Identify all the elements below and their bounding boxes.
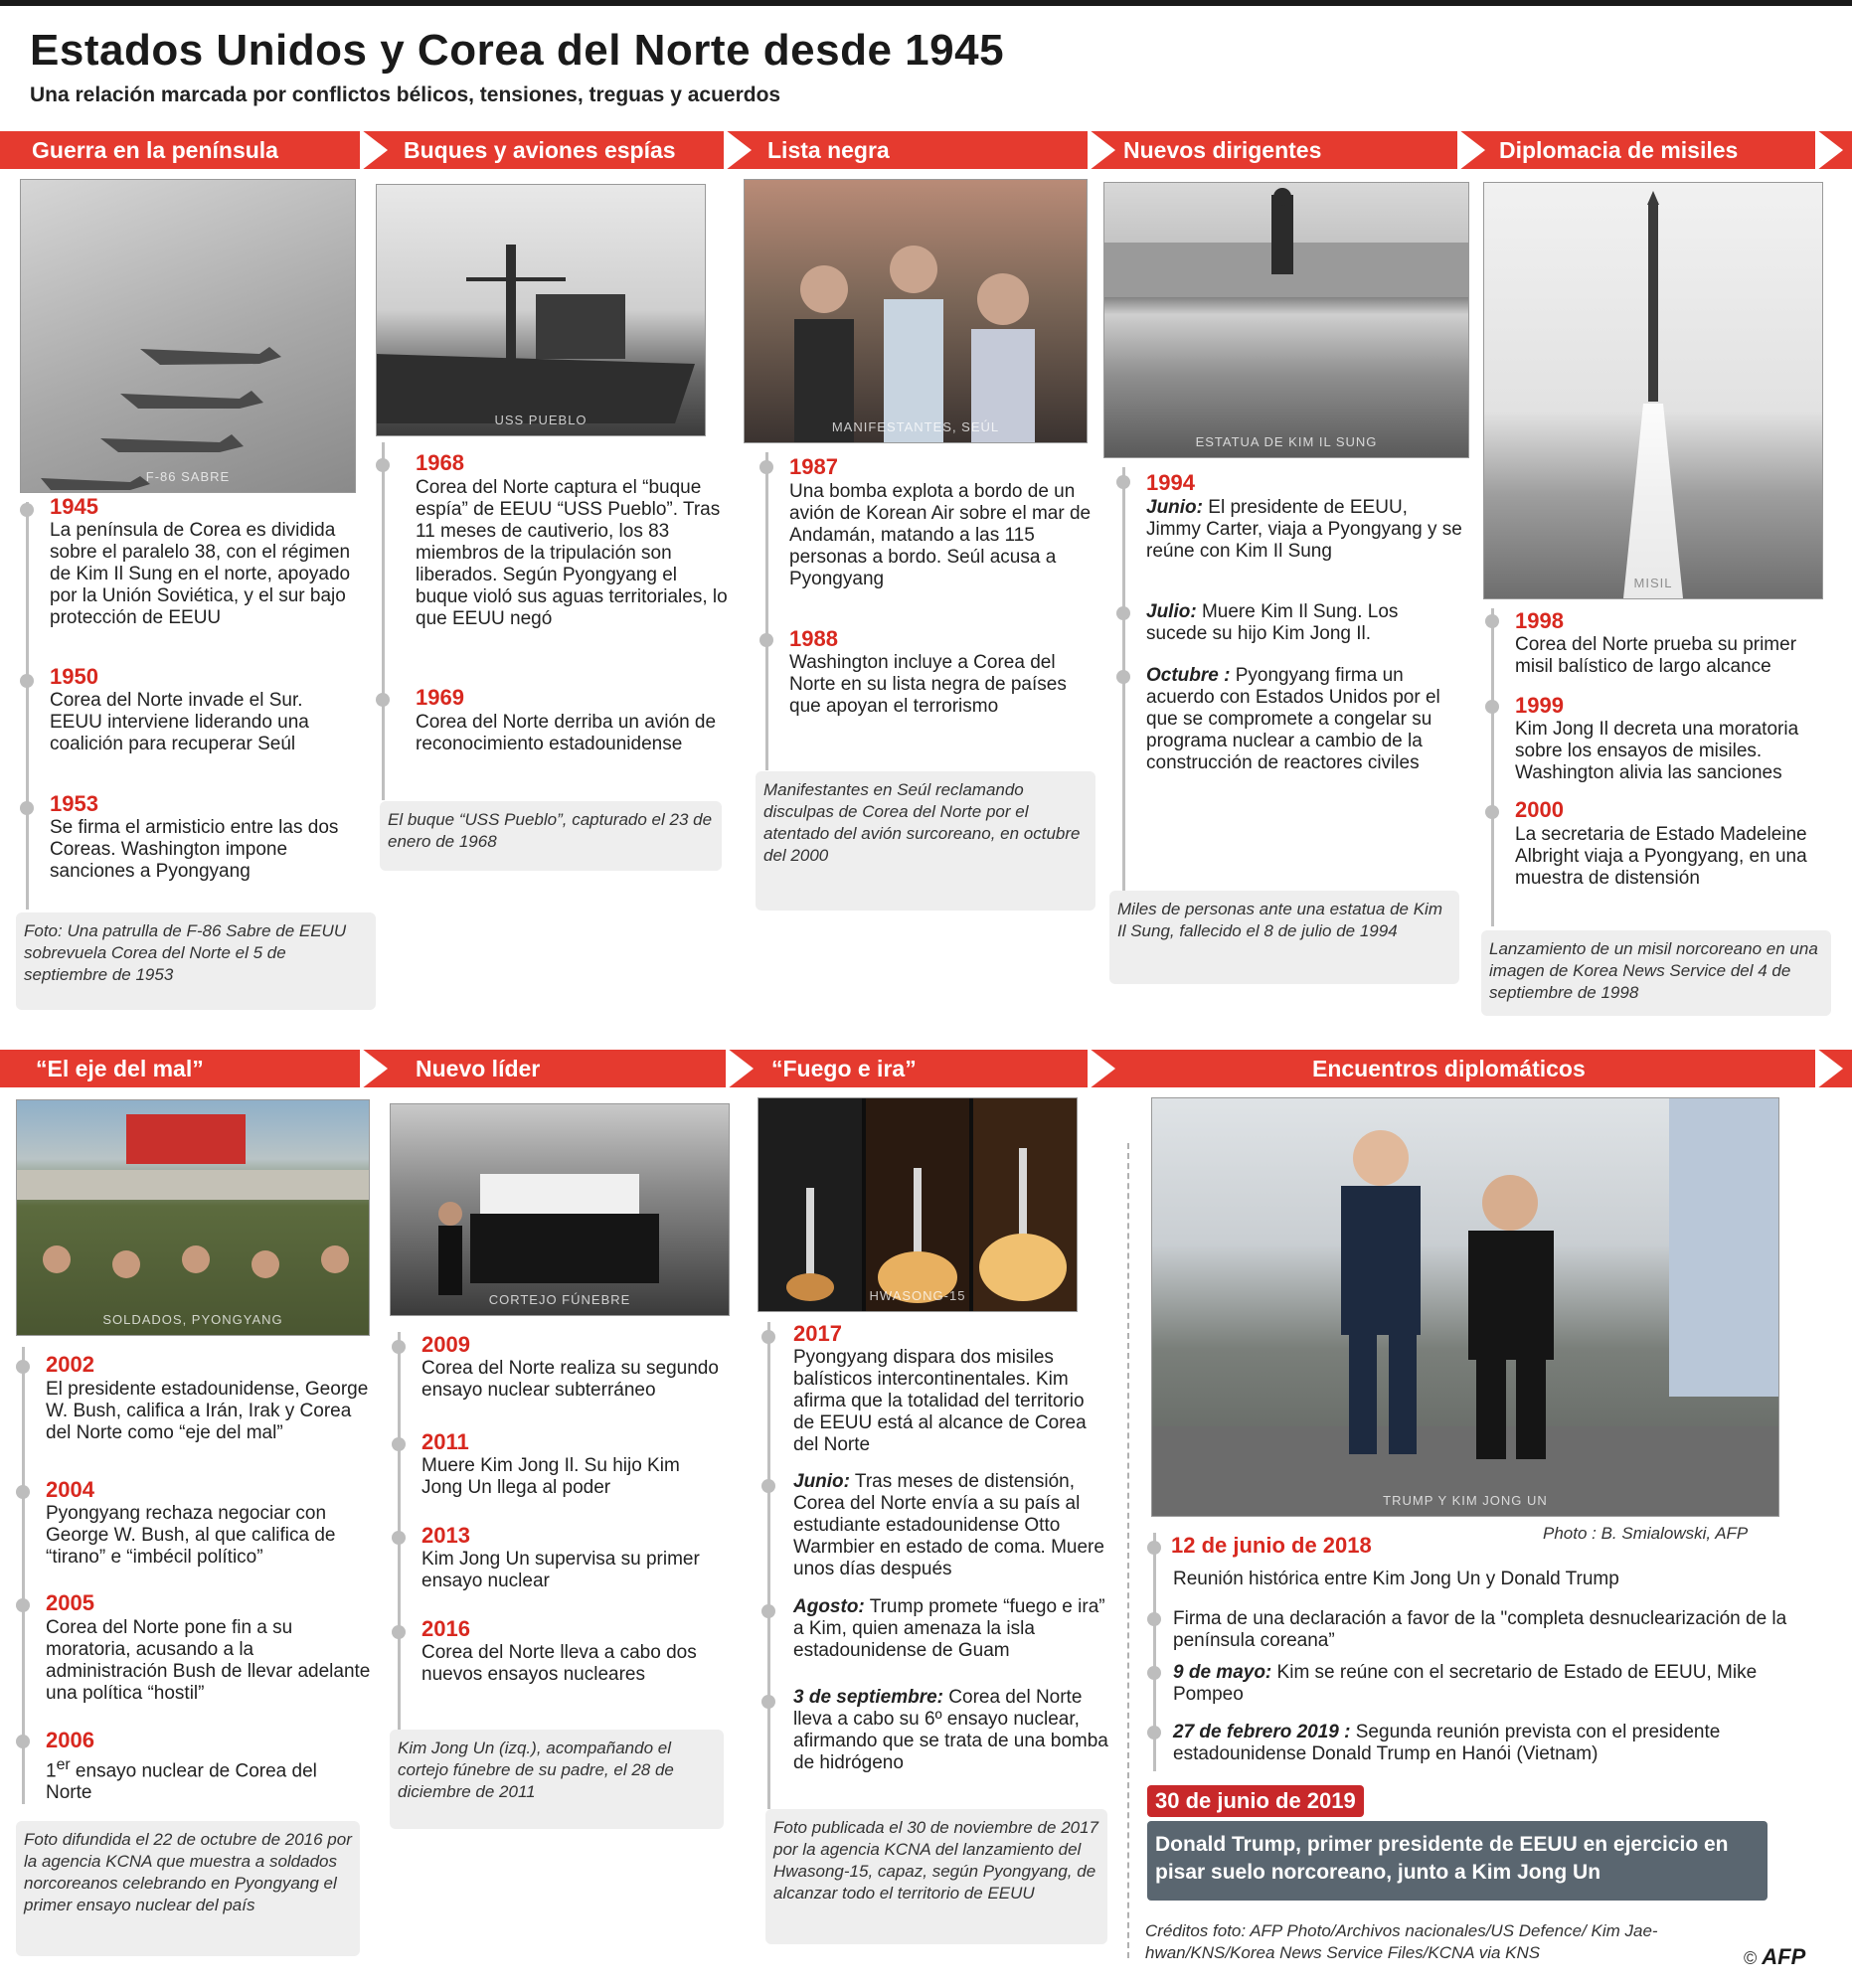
event-year: 1998 xyxy=(1515,608,1564,633)
event-detail: er xyxy=(56,1756,71,1773)
photo-trump-kim xyxy=(1151,1097,1779,1517)
event-detail: Trump promete “fuego e ira” a Kim, quien amenaza la isla estadounidense de Guam xyxy=(793,1596,1105,1661)
timeline-dot xyxy=(761,1695,775,1709)
timeline-dot xyxy=(392,1437,406,1451)
event-text xyxy=(46,1754,344,1804)
section-header: Diplomacia de misiles xyxy=(1499,137,1739,163)
event-label: Agosto: xyxy=(793,1596,865,1617)
photo-seoul-protest xyxy=(744,179,1088,443)
event-year: 1968 xyxy=(416,450,464,475)
event-text: Washington incluye a Corea del Norte en su lista negra de países que apoyan el terrorismo xyxy=(789,652,1067,717)
event-label: Junio: xyxy=(1146,497,1203,518)
event-text: Corea del Norte prueba su primer misil balístico de largo alcance xyxy=(1515,634,1797,677)
event-label: Junio: xyxy=(793,1471,850,1492)
timeline-dot xyxy=(759,460,773,474)
photo-f86-patrol xyxy=(20,179,356,493)
photo-uss-pueblo xyxy=(376,184,706,436)
photo-label: CORTEJO FÚNEBRE xyxy=(488,1292,631,1307)
section-band-top xyxy=(0,131,1852,169)
photo-label: F-86 SABRE xyxy=(145,469,231,484)
leaders-icon xyxy=(1152,1098,1778,1516)
photo-caption: Foto difundida el 22 de octubre de 2016 por la agencia KCNA que muestra a soldados norcoreanos celebrando en Pyongyang el primer ensayo nuclear del país xyxy=(16,1821,360,1956)
timeline-dot xyxy=(761,1330,775,1344)
event-detail: El presidente de EEUU, Jimmy Carter, viaja a Pyongyang y se reúne con Kim Il Sung xyxy=(1146,497,1462,562)
event-year: 2011 xyxy=(421,1429,469,1454)
photo-caption: Kim Jong Un (izq.), acompañando el cortejo fúnebre de su padre, el 28 de diciembre de 2011 xyxy=(390,1730,724,1829)
event-text xyxy=(793,1687,1111,1774)
photo-caption: El buque “USS Pueblo”, capturado el 23 de enero de 1968 xyxy=(380,801,722,871)
copyright-symbol: © xyxy=(1744,1948,1758,1968)
event-detail: Reunión histórica entre Kim Jong Un y Donald Trump xyxy=(1173,1569,1619,1589)
chevron-right-icon xyxy=(726,1050,754,1087)
event-detail: Muere Kim Il Sung. Los sucede su hijo Kim Jong Il. xyxy=(1146,601,1399,644)
event-detail: Kim se reúne con el secretario de Estado de EEUU, Mike Pompeo xyxy=(1173,1662,1758,1705)
timeline-dot xyxy=(1485,614,1499,628)
section-header: Lista negra xyxy=(767,137,890,163)
photo-label: ESTATUA DE KIM IL SUNG xyxy=(1195,434,1378,449)
timeline-line xyxy=(382,442,385,800)
section-header: “Fuego e ira” xyxy=(771,1056,917,1081)
timeline-line xyxy=(765,452,768,770)
photo-caption: Foto: Una patrulla de F-86 Sabre de EEUU sobrevuela Corea del Norte el 5 de septiembre de 1953 xyxy=(16,912,376,1010)
ship-icon xyxy=(377,185,705,435)
timeline-dot xyxy=(16,1598,30,1612)
event-detail: Tras meses de distensión, Corea del Norte envía a su país al estudiante estadounidense Otto Warmbier en estado de coma. Muere unos días después xyxy=(793,1471,1104,1579)
event-text: Pyongyang dispara dos misiles balísticos intercontinentales. Kim afirma que la totalidad del territorio de EEUU está al alcance de Corea del Norte xyxy=(793,1347,1087,1455)
chevron-right-icon xyxy=(1815,1050,1843,1087)
photo-label: SOLDADOS, PYONGYANG xyxy=(102,1312,283,1327)
event-detail: Segunda reunión prevista con el presidente estadounidense Donald Trump en Hanói (Vietnam) xyxy=(1173,1722,1721,1764)
event-year: 1953 xyxy=(50,791,98,816)
timeline-dot xyxy=(1147,1666,1161,1680)
timeline-dot xyxy=(392,1531,406,1545)
photo-label: MISIL xyxy=(1633,576,1673,590)
section-header: “El eje del mal” xyxy=(36,1056,204,1081)
event-text xyxy=(1173,1662,1789,1706)
soldiers-icon xyxy=(17,1100,369,1335)
page-title: Estados Unidos y Corea del Norte desde 1945 xyxy=(30,26,1005,75)
event-text: Corea del Norte pone fin a su moratoria, acusando a la administración Bush de llevar adelante una política “hostil” xyxy=(46,1617,371,1704)
photo-missile-launch xyxy=(1483,182,1823,599)
afp-logo xyxy=(1744,1944,1805,1970)
event-year: 1945 xyxy=(50,494,98,519)
airplane-icon xyxy=(21,180,355,492)
event-text xyxy=(793,1471,1111,1580)
chevron-right-icon xyxy=(1815,131,1843,169)
highlight-date: 30 de junio de 2019 xyxy=(1147,1785,1364,1817)
top-rule xyxy=(0,0,1852,6)
timeline-dot xyxy=(1147,1726,1161,1740)
event-year: 1987 xyxy=(789,454,838,479)
event-text: Pyongyang rechaza negociar con George W. Bush, al que califica de “tirano” e “imbécil político” xyxy=(46,1503,336,1568)
chevron-right-icon xyxy=(360,131,388,169)
hearse-icon xyxy=(391,1104,729,1315)
timeline-dot xyxy=(376,693,390,707)
timeline-dot xyxy=(1147,1541,1161,1555)
event-label: 3 de septiembre: xyxy=(793,1687,943,1708)
event-text: Corea del Norte derriba un avión de reconocimiento estadounidense xyxy=(416,712,717,754)
event-label: 9 de mayo: xyxy=(1173,1662,1272,1683)
event-label: Octubre : xyxy=(1146,665,1231,686)
event-label: Julio: xyxy=(1146,601,1197,622)
timeline-dot xyxy=(376,458,390,472)
timeline-dot xyxy=(16,1485,30,1499)
photo-label: TRUMP Y KIM JONG UN xyxy=(1383,1493,1548,1508)
section-header: Nuevos dirigentes xyxy=(1123,137,1322,163)
event-detail: ensayo nuclear de Corea del Norte xyxy=(46,1760,317,1804)
event-text: Corea del Norte realiza su segundo ensayo nuclear subterráneo xyxy=(421,1358,719,1401)
timeline-dot xyxy=(761,1479,775,1493)
event-year: 2002 xyxy=(46,1352,94,1377)
event-text: Se firma el armisticio entre las dos Coreas. Washington impone sanciones a Pyongyang xyxy=(50,817,339,882)
section-header: Buques y aviones espías xyxy=(404,137,676,163)
event-year: 2016 xyxy=(421,1616,470,1641)
timeline-dot xyxy=(20,674,34,688)
statue-icon xyxy=(1104,183,1468,457)
photo-label: HWASONG-15 xyxy=(869,1288,966,1303)
timeline-dot xyxy=(761,1604,775,1618)
event-text: Una bomba explota a bordo de un avión de Korean Air sobre el mar de Andamán, matando a las 115 personas a bordo. Seúl acusa a Pyongyang xyxy=(789,481,1092,589)
timeline-dot xyxy=(16,1735,30,1748)
event-detail: Corea del Norte lleva a cabo su 6º ensayo nuclear, afirmando que se trata de una bomba de hidrógeno xyxy=(793,1687,1108,1773)
timeline-line xyxy=(1491,608,1494,926)
event-text xyxy=(793,1596,1111,1662)
event-text xyxy=(1173,1608,1789,1652)
photo-hwasong-15 xyxy=(758,1097,1078,1312)
event-year: 1999 xyxy=(1515,693,1564,718)
event-text: Corea del Norte captura el “buque espía” de EEUU “USS Pueblo”. Tras 11 meses de cautiverio, los 83 miembros de la tripulación son liberados. Según Pyongyang el buque violó sus aguas territoriales, lo que EEUU negó xyxy=(416,477,728,629)
timeline-dot xyxy=(16,1360,30,1374)
timeline-dot xyxy=(1116,670,1130,684)
photo-label: USS PUEBLO xyxy=(494,413,588,427)
timeline-line xyxy=(1122,467,1125,924)
event-text: La península de Corea es dividida sobre el paralelo 38, con el régimen de Kim Il Sung en el norte, apoyado por la Unión Soviética, y el sur bajo protección de EEUU xyxy=(50,520,351,628)
event-detail: 1 xyxy=(46,1760,57,1782)
highlight-box: Donald Trump, primer presidente de EEUU en ejercicio en pisar suelo norcoreano, junto a Kim Jong Un xyxy=(1147,1821,1768,1901)
afp-text: AFP xyxy=(1762,1944,1806,1969)
event-text: Corea del Norte invade el Sur. EEUU interviene liderando una coalición para recuperar Seúl xyxy=(50,690,309,754)
timeline-dot xyxy=(1116,606,1130,620)
photo-credit: Photo : B. Smialowski, AFP xyxy=(1543,1524,1749,1543)
chevron-right-icon xyxy=(1088,1050,1115,1087)
event-text xyxy=(1173,1722,1789,1765)
event-text: Muere Kim Jong Il. Su hijo Kim Jong Un llega al poder xyxy=(421,1455,680,1498)
event-year: 1950 xyxy=(50,664,98,689)
timeline-dot xyxy=(392,1625,406,1639)
protesters-icon xyxy=(745,180,1087,442)
timeline-dot xyxy=(392,1340,406,1354)
event-year: 1988 xyxy=(789,626,838,651)
timeline-line xyxy=(767,1322,770,1809)
event-year: 2005 xyxy=(46,1590,94,1615)
event-year: 2006 xyxy=(46,1728,94,1752)
photo-caption: Miles de personas ante una estatua de Kim Il Sung, fallecido el 8 de julio de 1994 xyxy=(1109,891,1459,984)
event-year: 2017 xyxy=(793,1321,842,1346)
event-text xyxy=(1146,497,1462,563)
event-year: 2000 xyxy=(1515,797,1564,822)
event-text: La secretaria de Estado Madeleine Albright viaja a Pyongyang, en una muestra de distensión xyxy=(1515,824,1807,889)
event-label: 27 de febrero 2019 : xyxy=(1173,1722,1351,1742)
photo-kim-statue xyxy=(1103,182,1469,458)
section-band-bottom xyxy=(0,1050,1852,1087)
event-year: 2004 xyxy=(46,1477,94,1502)
event-year: 2009 xyxy=(421,1332,470,1357)
event-text: El presidente estadounidense, George W. Bush, califica a Irán, Irak y Corea del Norte como “eje del mal” xyxy=(46,1379,369,1443)
event-year: 1994 xyxy=(1146,470,1195,495)
missile-icon xyxy=(758,1098,1077,1311)
chevron-right-icon xyxy=(1457,131,1485,169)
chevron-right-icon xyxy=(360,1050,388,1087)
event-text xyxy=(1173,1569,1789,1590)
section-header: Encuentros diplomáticos xyxy=(1312,1056,1586,1081)
event-text: Corea del Norte lleva a cabo dos nuevos ensayos nucleares xyxy=(421,1642,697,1685)
timeline-dot xyxy=(1116,475,1130,489)
event-text xyxy=(1146,601,1462,645)
event-text: Kim Jong Il decreta una moratoria sobre los ensayos de misiles. Washington alivia las sanciones xyxy=(1515,719,1799,783)
photo-label: MANIFESTANTES, SEÚL xyxy=(831,419,1000,434)
event-year: 2013 xyxy=(421,1523,470,1548)
photo-caption: Foto publicada el 30 de noviembre de 2017 por la agencia KCNA del lanzamiento del Hwasong-15, capaz, según Pyongyang, de alcanzar todo el territorio de EEUU xyxy=(765,1809,1107,1944)
photo-soldiers xyxy=(16,1099,370,1336)
event-detail: Pyongyang firma un acuerdo con Estados Unidos por el que se compromete a congelar su programa nuclear a cambio de la construcción de reactores civiles xyxy=(1146,665,1440,773)
timeline-dot xyxy=(1147,1612,1161,1626)
timeline-dot xyxy=(20,801,34,815)
chevron-right-icon xyxy=(1088,131,1115,169)
event-year: 1969 xyxy=(416,685,464,710)
event-year: 12 de junio de 2018 xyxy=(1171,1533,1372,1558)
section-header: Nuevo líder xyxy=(416,1056,541,1081)
timeline-line xyxy=(26,502,29,910)
event-text xyxy=(1146,665,1462,774)
photo-caption: Lanzamiento de un misil norcoreano en una imagen de Korea News Service del 4 de septiembre de 1998 xyxy=(1481,930,1831,1016)
timeline-dot xyxy=(20,503,34,517)
chevron-right-icon xyxy=(724,131,752,169)
photo-caption: Manifestantes en Seúl reclamando disculpas de Corea del Norte por el atentado del avión surcoreano, en octubre del 2000 xyxy=(756,771,1095,911)
event-text: Kim Jong Un supervisa su primer ensayo nuclear xyxy=(421,1549,700,1591)
photo-funeral xyxy=(390,1103,730,1316)
timeline-dot xyxy=(1485,805,1499,819)
photo-credits: Créditos foto: AFP Photo/Archivos nacionales/US Defence/ Kim Jae-hwan/KNS/Korea News Service Files/KCNA via KNS xyxy=(1145,1921,1658,1962)
timeline-dot xyxy=(759,633,773,647)
event-detail: Firma de una declaración a favor de la "completa desnuclearización de la península coreana” xyxy=(1173,1608,1787,1651)
timeline-dot xyxy=(1485,700,1499,714)
page-subtitle: Una relación marcada por conflictos bélicos, tensiones, treguas y acuerdos xyxy=(30,83,781,106)
section-header: Guerra en la península xyxy=(32,137,278,163)
missile-icon xyxy=(1484,183,1822,598)
timeline-dashed-line xyxy=(1127,1143,1129,1958)
